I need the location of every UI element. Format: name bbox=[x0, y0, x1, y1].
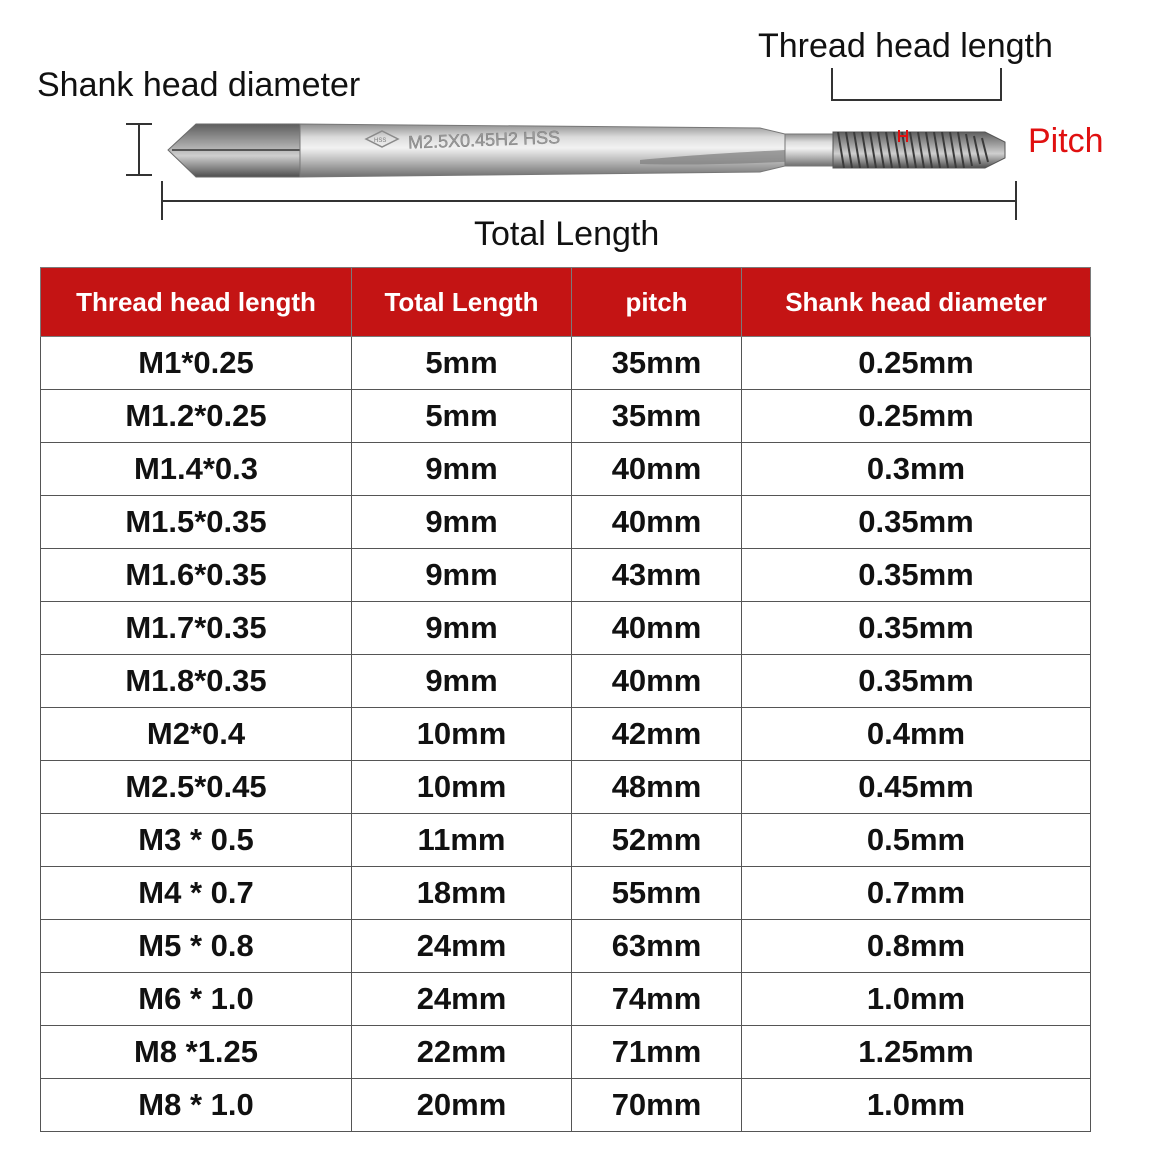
cell-total-length: 20mm bbox=[352, 1079, 572, 1132]
cell-pitch: 71mm bbox=[572, 1026, 742, 1079]
cell-total-length: 22mm bbox=[352, 1026, 572, 1079]
cell-shank-diameter: 0.8mm bbox=[742, 920, 1091, 973]
cell-total-length: 9mm bbox=[352, 496, 572, 549]
tap-marking: M2.5X0.45H2 HSS bbox=[407, 127, 561, 153]
cell-thread-size: M2.5*0.45 bbox=[41, 761, 352, 814]
cell-shank-diameter: 1.25mm bbox=[742, 1026, 1091, 1079]
cell-thread-size: M1.6*0.35 bbox=[41, 549, 352, 602]
cell-pitch: 40mm bbox=[572, 602, 742, 655]
cell-shank-diameter: 0.4mm bbox=[742, 708, 1091, 761]
cell-pitch: 35mm bbox=[572, 337, 742, 390]
cell-thread-size: M1.4*0.3 bbox=[41, 443, 352, 496]
cell-shank-diameter: 0.35mm bbox=[742, 496, 1091, 549]
cell-thread-size: M6 * 1.0 bbox=[41, 973, 352, 1026]
cell-thread-size: M8 *1.25 bbox=[41, 1026, 352, 1079]
table-row bbox=[41, 761, 1091, 814]
cell-shank-diameter: 0.35mm bbox=[742, 655, 1091, 708]
cell-shank-diameter: 0.5mm bbox=[742, 814, 1091, 867]
cell-thread-size: M5 * 0.8 bbox=[41, 920, 352, 973]
table-row bbox=[41, 390, 1091, 443]
cell-total-length: 5mm bbox=[352, 390, 572, 443]
cell-pitch: 40mm bbox=[572, 443, 742, 496]
table-row bbox=[41, 973, 1091, 1026]
table-row bbox=[41, 655, 1091, 708]
table-row bbox=[41, 602, 1091, 655]
cell-total-length: 9mm bbox=[352, 655, 572, 708]
header-pitch: pitch bbox=[572, 268, 742, 337]
table-row bbox=[41, 1079, 1091, 1132]
table-row bbox=[41, 1026, 1091, 1079]
spec-table bbox=[40, 267, 1091, 1132]
total-length-label: Total Length bbox=[474, 215, 660, 253]
cell-shank-diameter: 1.0mm bbox=[742, 1079, 1091, 1132]
cell-pitch: 42mm bbox=[572, 708, 742, 761]
cell-pitch: 35mm bbox=[572, 390, 742, 443]
table-header-row bbox=[41, 268, 1091, 337]
cell-thread-size: M1*0.25 bbox=[41, 337, 352, 390]
cell-thread-size: M1.7*0.35 bbox=[41, 602, 352, 655]
pitch-label: Pitch bbox=[1028, 122, 1104, 160]
cell-pitch: 63mm bbox=[572, 920, 742, 973]
thread-length-dimension bbox=[832, 68, 1001, 101]
tap-neck bbox=[785, 134, 833, 166]
table-row bbox=[41, 920, 1091, 973]
cell-pitch: 52mm bbox=[572, 814, 742, 867]
cell-total-length: 11mm bbox=[352, 814, 572, 867]
cell-shank-diameter: 0.35mm bbox=[742, 549, 1091, 602]
shank-diameter-dimension bbox=[126, 124, 152, 175]
cell-total-length: 24mm bbox=[352, 973, 572, 1026]
cell-thread-size: M1.5*0.35 bbox=[41, 496, 352, 549]
cell-total-length: 24mm bbox=[352, 920, 572, 973]
cell-total-length: 9mm bbox=[352, 602, 572, 655]
cell-shank-diameter: 0.25mm bbox=[742, 337, 1091, 390]
cell-shank-diameter: 0.3mm bbox=[742, 443, 1091, 496]
cell-total-length: 10mm bbox=[352, 761, 572, 814]
cell-shank-diameter: 0.45mm bbox=[742, 761, 1091, 814]
thread-head-length-label: Thread head length bbox=[758, 27, 1053, 65]
table-row bbox=[41, 867, 1091, 920]
cell-total-length: 9mm bbox=[352, 443, 572, 496]
cell-thread-size: M8 * 1.0 bbox=[41, 1079, 352, 1132]
svg-text:HSS: HSS bbox=[374, 138, 387, 144]
cell-thread-size: M1.2*0.25 bbox=[41, 390, 352, 443]
table-row bbox=[41, 496, 1091, 549]
cell-thread-size: M1.8*0.35 bbox=[41, 655, 352, 708]
header-thread-head-length: Thread head length bbox=[41, 268, 352, 337]
cell-thread-size: M3 * 0.5 bbox=[41, 814, 352, 867]
cell-shank-diameter: 0.35mm bbox=[742, 602, 1091, 655]
tap-dimension-diagram bbox=[0, 0, 1150, 262]
table-row bbox=[41, 337, 1091, 390]
cell-thread-size: M2*0.4 bbox=[41, 708, 352, 761]
cell-pitch: 48mm bbox=[572, 761, 742, 814]
cell-shank-diameter: 0.25mm bbox=[742, 390, 1091, 443]
cell-total-length: 9mm bbox=[352, 549, 572, 602]
header-shank-head-diameter: Shank head diameter bbox=[742, 268, 1091, 337]
cell-pitch: 55mm bbox=[572, 867, 742, 920]
shank-head-diameter-label: Shank head diameter bbox=[37, 66, 361, 104]
cell-total-length: 10mm bbox=[352, 708, 572, 761]
cell-shank-diameter: 1.0mm bbox=[742, 973, 1091, 1026]
cell-thread-size: M4 * 0.7 bbox=[41, 867, 352, 920]
cell-shank-diameter: 0.7mm bbox=[742, 867, 1091, 920]
cell-pitch: 40mm bbox=[572, 496, 742, 549]
table-row bbox=[41, 443, 1091, 496]
header-total-length: Total Length bbox=[352, 268, 572, 337]
cell-pitch: 74mm bbox=[572, 973, 742, 1026]
cell-pitch: 43mm bbox=[572, 549, 742, 602]
cell-total-length: 5mm bbox=[352, 337, 572, 390]
table-row bbox=[41, 549, 1091, 602]
table-row bbox=[41, 814, 1091, 867]
cell-pitch: 70mm bbox=[572, 1079, 742, 1132]
cell-total-length: 18mm bbox=[352, 867, 572, 920]
cell-pitch: 40mm bbox=[572, 655, 742, 708]
table-row bbox=[41, 708, 1091, 761]
